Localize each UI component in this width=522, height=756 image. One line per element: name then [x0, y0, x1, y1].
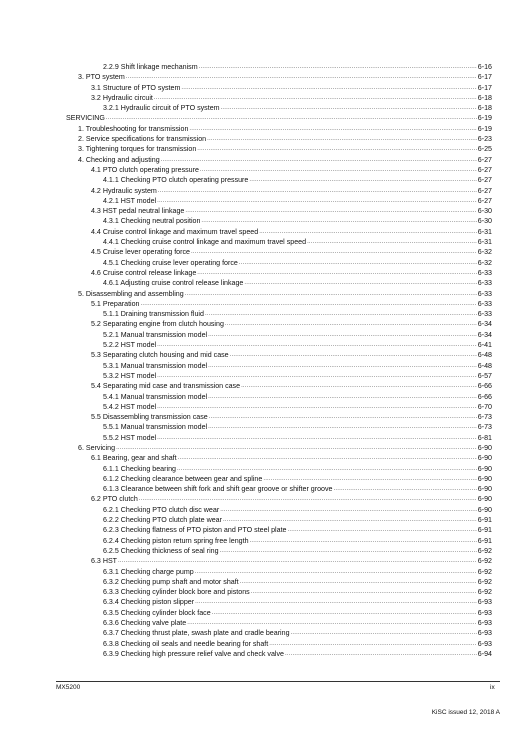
toc-leader-dots: [201, 216, 476, 226]
toc-entry[interactable]: [66, 525, 492, 535]
toc-entry-page: 6-90: [477, 485, 492, 494]
toc-entry-page: 6-18: [477, 93, 492, 102]
toc-leader-dots: [187, 618, 477, 628]
toc-entry-page: 6-27: [477, 196, 492, 205]
toc-leader-dots: [157, 196, 477, 206]
toc-entry[interactable]: [66, 608, 492, 618]
toc-entry-title: 3.2 Hydraulic circuit: [91, 93, 153, 102]
toc-entry[interactable]: [66, 505, 492, 515]
toc-entry-title: 5.4 Separating mid case and transmission case: [91, 382, 241, 391]
toc-leader-dots: [157, 371, 477, 381]
toc-leader-dots: [240, 577, 477, 587]
toc-leader-dots: [139, 494, 477, 504]
toc-entry[interactable]: [66, 62, 492, 72]
toc-leader-dots: [307, 237, 477, 247]
toc-entry-page: 6-93: [477, 619, 492, 628]
toc-entry-title: 6.3.3 Checking cylinder block bore and pistons: [103, 588, 250, 597]
toc-leader-dots: [199, 62, 477, 72]
toc-leader-dots: [251, 587, 477, 597]
toc-leader-dots: [208, 361, 477, 371]
toc-entry-title: 6.1 Bearing, gear and shaft: [91, 454, 177, 463]
toc-entry[interactable]: [66, 278, 492, 288]
toc-entry-page: 6-23: [477, 135, 492, 144]
toc-entry-page: 6-91: [477, 536, 492, 545]
toc-leader-dots: [178, 453, 477, 463]
toc-leader-dots: [200, 165, 477, 175]
toc-entry-page: 6-93: [477, 598, 492, 607]
toc-leader-dots: [195, 597, 477, 607]
toc-entry-title: 5.3.1 Manual transmission model: [103, 361, 208, 370]
toc-entry[interactable]: [66, 628, 492, 638]
toc-entry-page: 6-93: [477, 629, 492, 638]
toc-entry-page: 6-92: [477, 588, 492, 597]
toc-leader-dots: [181, 83, 476, 93]
toc-leader-dots: [220, 546, 477, 556]
footer-model: MX5200: [56, 684, 81, 691]
toc-entry-title: 5.1.1 Draining transmission fluid: [103, 310, 204, 319]
table-of-contents: [66, 62, 492, 659]
toc-entry[interactable]: [66, 474, 492, 484]
toc-entry-title: 3. PTO system: [78, 73, 125, 82]
toc-leader-dots: [239, 258, 477, 268]
toc-entry-page: 6-27: [477, 176, 492, 185]
toc-entry-page: 6-41: [477, 341, 492, 350]
toc-leader-dots: [191, 247, 477, 257]
toc-entry-page: 6-92: [477, 546, 492, 555]
toc-entry-title: 4.6.1 Adjusting cruise control release linkage: [103, 279, 244, 288]
toc-entry-page: 6-19: [477, 114, 492, 123]
toc-entry-title: 6.2.3 Checking flatness of PTO piston and PTO steel plate: [103, 526, 287, 535]
toc-entry-page: 6-48: [477, 361, 492, 370]
toc-entry-title: 6.3.7 Checking thrust plate, swash plate and cradle bearing: [103, 629, 290, 638]
toc-entry[interactable]: [66, 268, 492, 278]
toc-entry[interactable]: [66, 196, 492, 206]
toc-leader-dots: [141, 299, 477, 309]
toc-entry-page: 6-91: [477, 516, 492, 525]
toc-entry-title: 6.3.8 Checking oil seals and needle bearing for shaft: [103, 639, 269, 648]
toc-entry-title: 6.2.4 Checking piston return spring free length: [103, 536, 249, 545]
toc-entry-title: 5.1 Preparation: [91, 299, 140, 308]
toc-leader-dots: [195, 567, 477, 577]
toc-entry-title: 6.3.6 Checking valve plate: [103, 619, 187, 628]
toc-leader-dots: [161, 155, 477, 165]
toc-leader-dots: [157, 340, 477, 350]
toc-leader-dots: [118, 556, 477, 566]
toc-entry[interactable]: [66, 381, 492, 391]
toc-entry-title: 4.6 Cruise control release linkage: [91, 268, 197, 277]
toc-entry[interactable]: [66, 103, 492, 113]
toc-entry[interactable]: [66, 392, 492, 402]
toc-entry-title: 6.1.3 Clearance between shift fork and shift gear groove or shifter groove: [103, 485, 333, 494]
toc-entry-title: 6.2.5 Checking thickness of seal ring: [103, 546, 219, 555]
toc-entry[interactable]: [66, 247, 492, 257]
toc-entry-title: 1. Troubleshooting for transmission: [78, 124, 189, 133]
toc-entry-page: 6-33: [477, 279, 492, 288]
toc-entry-page: 6-33: [477, 299, 492, 308]
toc-entry[interactable]: [66, 299, 492, 309]
toc-entry[interactable]: [66, 361, 492, 371]
toc-entry-title: 5.2.1 Manual transmission model: [103, 330, 208, 339]
toc-leader-dots: [220, 505, 477, 515]
toc-leader-dots: [177, 464, 477, 474]
toc-entry-page: 6-94: [477, 649, 492, 658]
toc-entry-page: 6-92: [477, 577, 492, 586]
toc-entry-page: 6-81: [477, 433, 492, 442]
toc-entry-title: 2. Service specifications for transmission: [78, 135, 207, 144]
toc-entry-page: 6-48: [477, 351, 492, 360]
toc-entry-page: 6-31: [477, 227, 492, 236]
toc-entry[interactable]: [66, 515, 492, 525]
toc-leader-dots: [291, 628, 477, 638]
toc-entry-title: 6.2.1 Checking PTO clutch disc wear: [103, 505, 220, 514]
toc-entry-page: 6-90: [477, 464, 492, 473]
toc-entry-title: 4. Checking and adjusting: [78, 155, 160, 164]
toc-leader-dots: [116, 443, 477, 453]
toc-entry[interactable]: [66, 618, 492, 628]
toc-entry-title: 4.5.1 Checking cruise lever operating force: [103, 258, 238, 267]
toc-entry-title: 4.3.1 Checking neutral position: [103, 217, 201, 226]
toc-leader-dots: [223, 515, 477, 525]
toc-entry[interactable]: [66, 464, 492, 474]
toc-leader-dots: [185, 206, 476, 216]
toc-entry-title: 5.2 Separating engine from clutch housing: [91, 320, 224, 329]
toc-entry-title: 4.1 PTO clutch operating pressure: [91, 165, 199, 174]
toc-entry-title: 6.3.5 Checking cylinder block face: [103, 608, 211, 617]
toc-entry-page: 6-57: [477, 371, 492, 380]
toc-entry[interactable]: [66, 412, 492, 422]
toc-leader-dots: [158, 186, 477, 196]
toc-entry[interactable]: [66, 144, 492, 154]
toc-entry-page: 6-30: [477, 217, 492, 226]
toc-entry-page: 6-92: [477, 567, 492, 576]
toc-entry[interactable]: [66, 587, 492, 597]
toc-entry-title: 5.2.2 HST model: [103, 341, 157, 350]
toc-entry-page: 6-30: [477, 207, 492, 216]
toc-leader-dots: [244, 278, 476, 288]
toc-entry[interactable]: [66, 536, 492, 546]
toc-entry-page: 6-92: [477, 557, 492, 566]
toc-entry[interactable]: [66, 597, 492, 607]
toc-entry-page: 6-18: [477, 104, 492, 113]
toc-entry[interactable]: [66, 83, 492, 93]
toc-entry-page: 6-16: [477, 63, 492, 71]
footer-page-number: ix: [490, 684, 495, 691]
toc-entry-page: 6-31: [477, 238, 492, 247]
toc-entry-page: 6-32: [477, 258, 492, 267]
toc-leader-dots: [334, 484, 477, 494]
toc-entry-title: 3.1 Structure of PTO system: [91, 83, 181, 92]
toc-entry[interactable]: [66, 113, 492, 123]
toc-entry-title: 5.3 Separating clutch housing and mid case: [91, 351, 229, 360]
toc-entry-page: 6-25: [477, 145, 492, 154]
toc-leader-dots: [157, 433, 477, 443]
toc-entry-page: 6-17: [477, 83, 492, 92]
toc-entry-title: 6.3.4 Checking piston slipper: [103, 598, 195, 607]
toc-leader-dots: [189, 124, 476, 134]
toc-entry-page: 6-66: [477, 382, 492, 391]
toc-entry[interactable]: [66, 237, 492, 247]
toc-entry[interactable]: [66, 165, 492, 175]
toc-leader-dots: [208, 330, 477, 340]
toc-leader-dots: [259, 227, 477, 237]
toc-entry[interactable]: [66, 309, 492, 319]
toc-entry[interactable]: [66, 175, 492, 185]
toc-leader-dots: [212, 608, 477, 618]
toc-entry[interactable]: [66, 134, 492, 144]
toc-entry-title: 5. Disassembling and assembling: [78, 289, 184, 298]
toc-entry-title: SERVICING: [66, 114, 105, 123]
toc-leader-dots: [126, 72, 477, 82]
toc-leader-dots: [208, 392, 477, 402]
toc-entry-title: 6.2 PTO clutch: [91, 495, 138, 504]
toc-entry-page: 6-90: [477, 454, 492, 463]
toc-entry-title: 5.5 Disassembling transmission case: [91, 413, 208, 422]
toc-entry-title: 6.3.9 Checking high pressure relief valve and check valve: [103, 649, 284, 658]
toc-entry[interactable]: [66, 567, 492, 577]
toc-entry-page: 6-27: [477, 155, 492, 164]
toc-leader-dots: [241, 381, 477, 391]
toc-entry[interactable]: [66, 350, 492, 360]
toc-entry-title: 5.5.1 Manual transmission model: [103, 423, 208, 432]
toc-entry-page: 6-33: [477, 268, 492, 277]
toc-leader-dots: [154, 93, 477, 103]
toc-leader-dots: [208, 422, 477, 432]
toc-leader-dots: [250, 536, 477, 546]
toc-entry-title: 4.4 Cruise control linkage and maximum travel speed: [91, 227, 259, 236]
toc-entry[interactable]: [66, 649, 492, 659]
toc-entry-page: 6-90: [477, 474, 492, 483]
toc-entry-page: 6-91: [477, 526, 492, 535]
toc-entry-title: 5.5.2 HST model: [103, 433, 157, 442]
toc-entry-page: 6-73: [477, 413, 492, 422]
toc-leader-dots: [185, 289, 477, 299]
toc-entry-title: 5.4.1 Manual transmission model: [103, 392, 208, 401]
toc-entry[interactable]: [66, 216, 492, 226]
toc-entry[interactable]: [66, 433, 492, 443]
toc-entry-page: 6-90: [477, 443, 492, 452]
toc-entry[interactable]: [66, 319, 492, 329]
toc-leader-dots: [288, 525, 477, 535]
toc-entry-page: 6-93: [477, 608, 492, 617]
toc-entry-title: 3. Tightening torques for transmission: [78, 145, 197, 154]
toc-entry-page: 6-73: [477, 423, 492, 432]
toc-entry[interactable]: [66, 639, 492, 649]
toc-entry-page: 6-27: [477, 186, 492, 195]
toc-entry-page: 6-19: [477, 124, 492, 133]
toc-entry-page: 6-34: [477, 330, 492, 339]
toc-entry-page: 6-17: [477, 73, 492, 82]
toc-entry[interactable]: [66, 186, 492, 196]
toc-entry[interactable]: [66, 227, 492, 237]
toc-entry-title: 4.3 HST pedal neutral linkage: [91, 207, 185, 216]
toc-entry[interactable]: [66, 258, 492, 268]
toc-entry-page: 6-93: [477, 639, 492, 648]
toc-leader-dots: [157, 402, 477, 412]
toc-entry-title: 6.3.1 Checking charge pump: [103, 567, 194, 576]
toc-entry-page: 6-66: [477, 392, 492, 401]
toc-entry[interactable]: [66, 289, 492, 299]
toc-entry[interactable]: [66, 546, 492, 556]
toc-entry-title: 5.4.2 HST model: [103, 402, 157, 411]
toc-entry-page: 6-33: [477, 310, 492, 319]
toc-leader-dots: [205, 309, 477, 319]
toc-entry-title: 4.2.1 HST model: [103, 196, 157, 205]
toc-leader-dots: [197, 268, 477, 278]
toc-entry[interactable]: [66, 72, 492, 82]
toc-entry[interactable]: [66, 124, 492, 134]
toc-entry-title: 4.1.1 Checking PTO clutch operating pressure: [103, 176, 249, 185]
toc-entry-title: 6.3.2 Checking pump shaft and motor shaft: [103, 577, 239, 586]
toc-entry-page: 6-27: [477, 165, 492, 174]
toc-leader-dots: [106, 113, 477, 123]
toc-entry-page: 6-34: [477, 320, 492, 329]
toc-entry[interactable]: [66, 155, 492, 165]
toc-entry-title: 2.2.9 Shift linkage mechanism: [103, 63, 198, 71]
toc-entry-title: 6.3 HST: [91, 557, 118, 566]
toc-entry-page: 6-90: [477, 495, 492, 504]
toc-leader-dots: [225, 319, 477, 329]
toc-entry[interactable]: [66, 422, 492, 432]
toc-entry[interactable]: [66, 402, 492, 412]
toc-leader-dots: [221, 103, 477, 113]
toc-entry-page: 6-32: [477, 248, 492, 257]
toc-leader-dots: [269, 639, 477, 649]
toc-entry[interactable]: [66, 206, 492, 216]
toc-leader-dots: [249, 175, 476, 185]
toc-entry-title: 4.2 Hydraulic system: [91, 186, 157, 195]
toc-entry[interactable]: [66, 330, 492, 340]
toc-leader-dots: [230, 350, 477, 360]
footer-divider: [56, 681, 500, 682]
toc-leader-dots: [209, 412, 477, 422]
toc-leader-dots: [263, 474, 476, 484]
toc-entry-title: 5.3.2 HST model: [103, 371, 157, 380]
toc-entry[interactable]: [66, 453, 492, 463]
toc-entry-page: 6-70: [477, 402, 492, 411]
toc-entry-page: 6-33: [477, 289, 492, 298]
toc-entry[interactable]: [66, 340, 492, 350]
toc-entry-title: 6.2.2 Checking PTO clutch plate wear: [103, 516, 222, 525]
toc-leader-dots: [285, 649, 477, 659]
toc-entry-title: 6. Servicing: [78, 443, 116, 452]
toc-entry[interactable]: [66, 556, 492, 566]
issue-note: KiSC issued 12, 2018 A: [431, 709, 500, 716]
toc-entry[interactable]: [66, 577, 492, 587]
toc-leader-dots: [197, 144, 477, 154]
toc-entry[interactable]: [66, 443, 492, 453]
toc-entry-title: 6.1.1 Checking bearing: [103, 464, 176, 473]
toc-entry-title: 3.2.1 Hydraulic circuit of PTO system: [103, 104, 220, 113]
toc-entry-title: 4.4.1 Checking cruise control linkage and maximum travel speed: [103, 238, 307, 247]
toc-entry[interactable]: [66, 484, 492, 494]
toc-leader-dots: [207, 134, 477, 144]
toc-entry-page: 6-90: [477, 505, 492, 514]
toc-entry[interactable]: [66, 93, 492, 103]
toc-entry-title: 6.1.2 Checking clearance between gear and spline: [103, 474, 263, 483]
toc-entry-title: 4.5 Cruise lever operating force: [91, 248, 190, 257]
toc-entry[interactable]: [66, 371, 492, 381]
toc-entry[interactable]: [66, 494, 492, 504]
